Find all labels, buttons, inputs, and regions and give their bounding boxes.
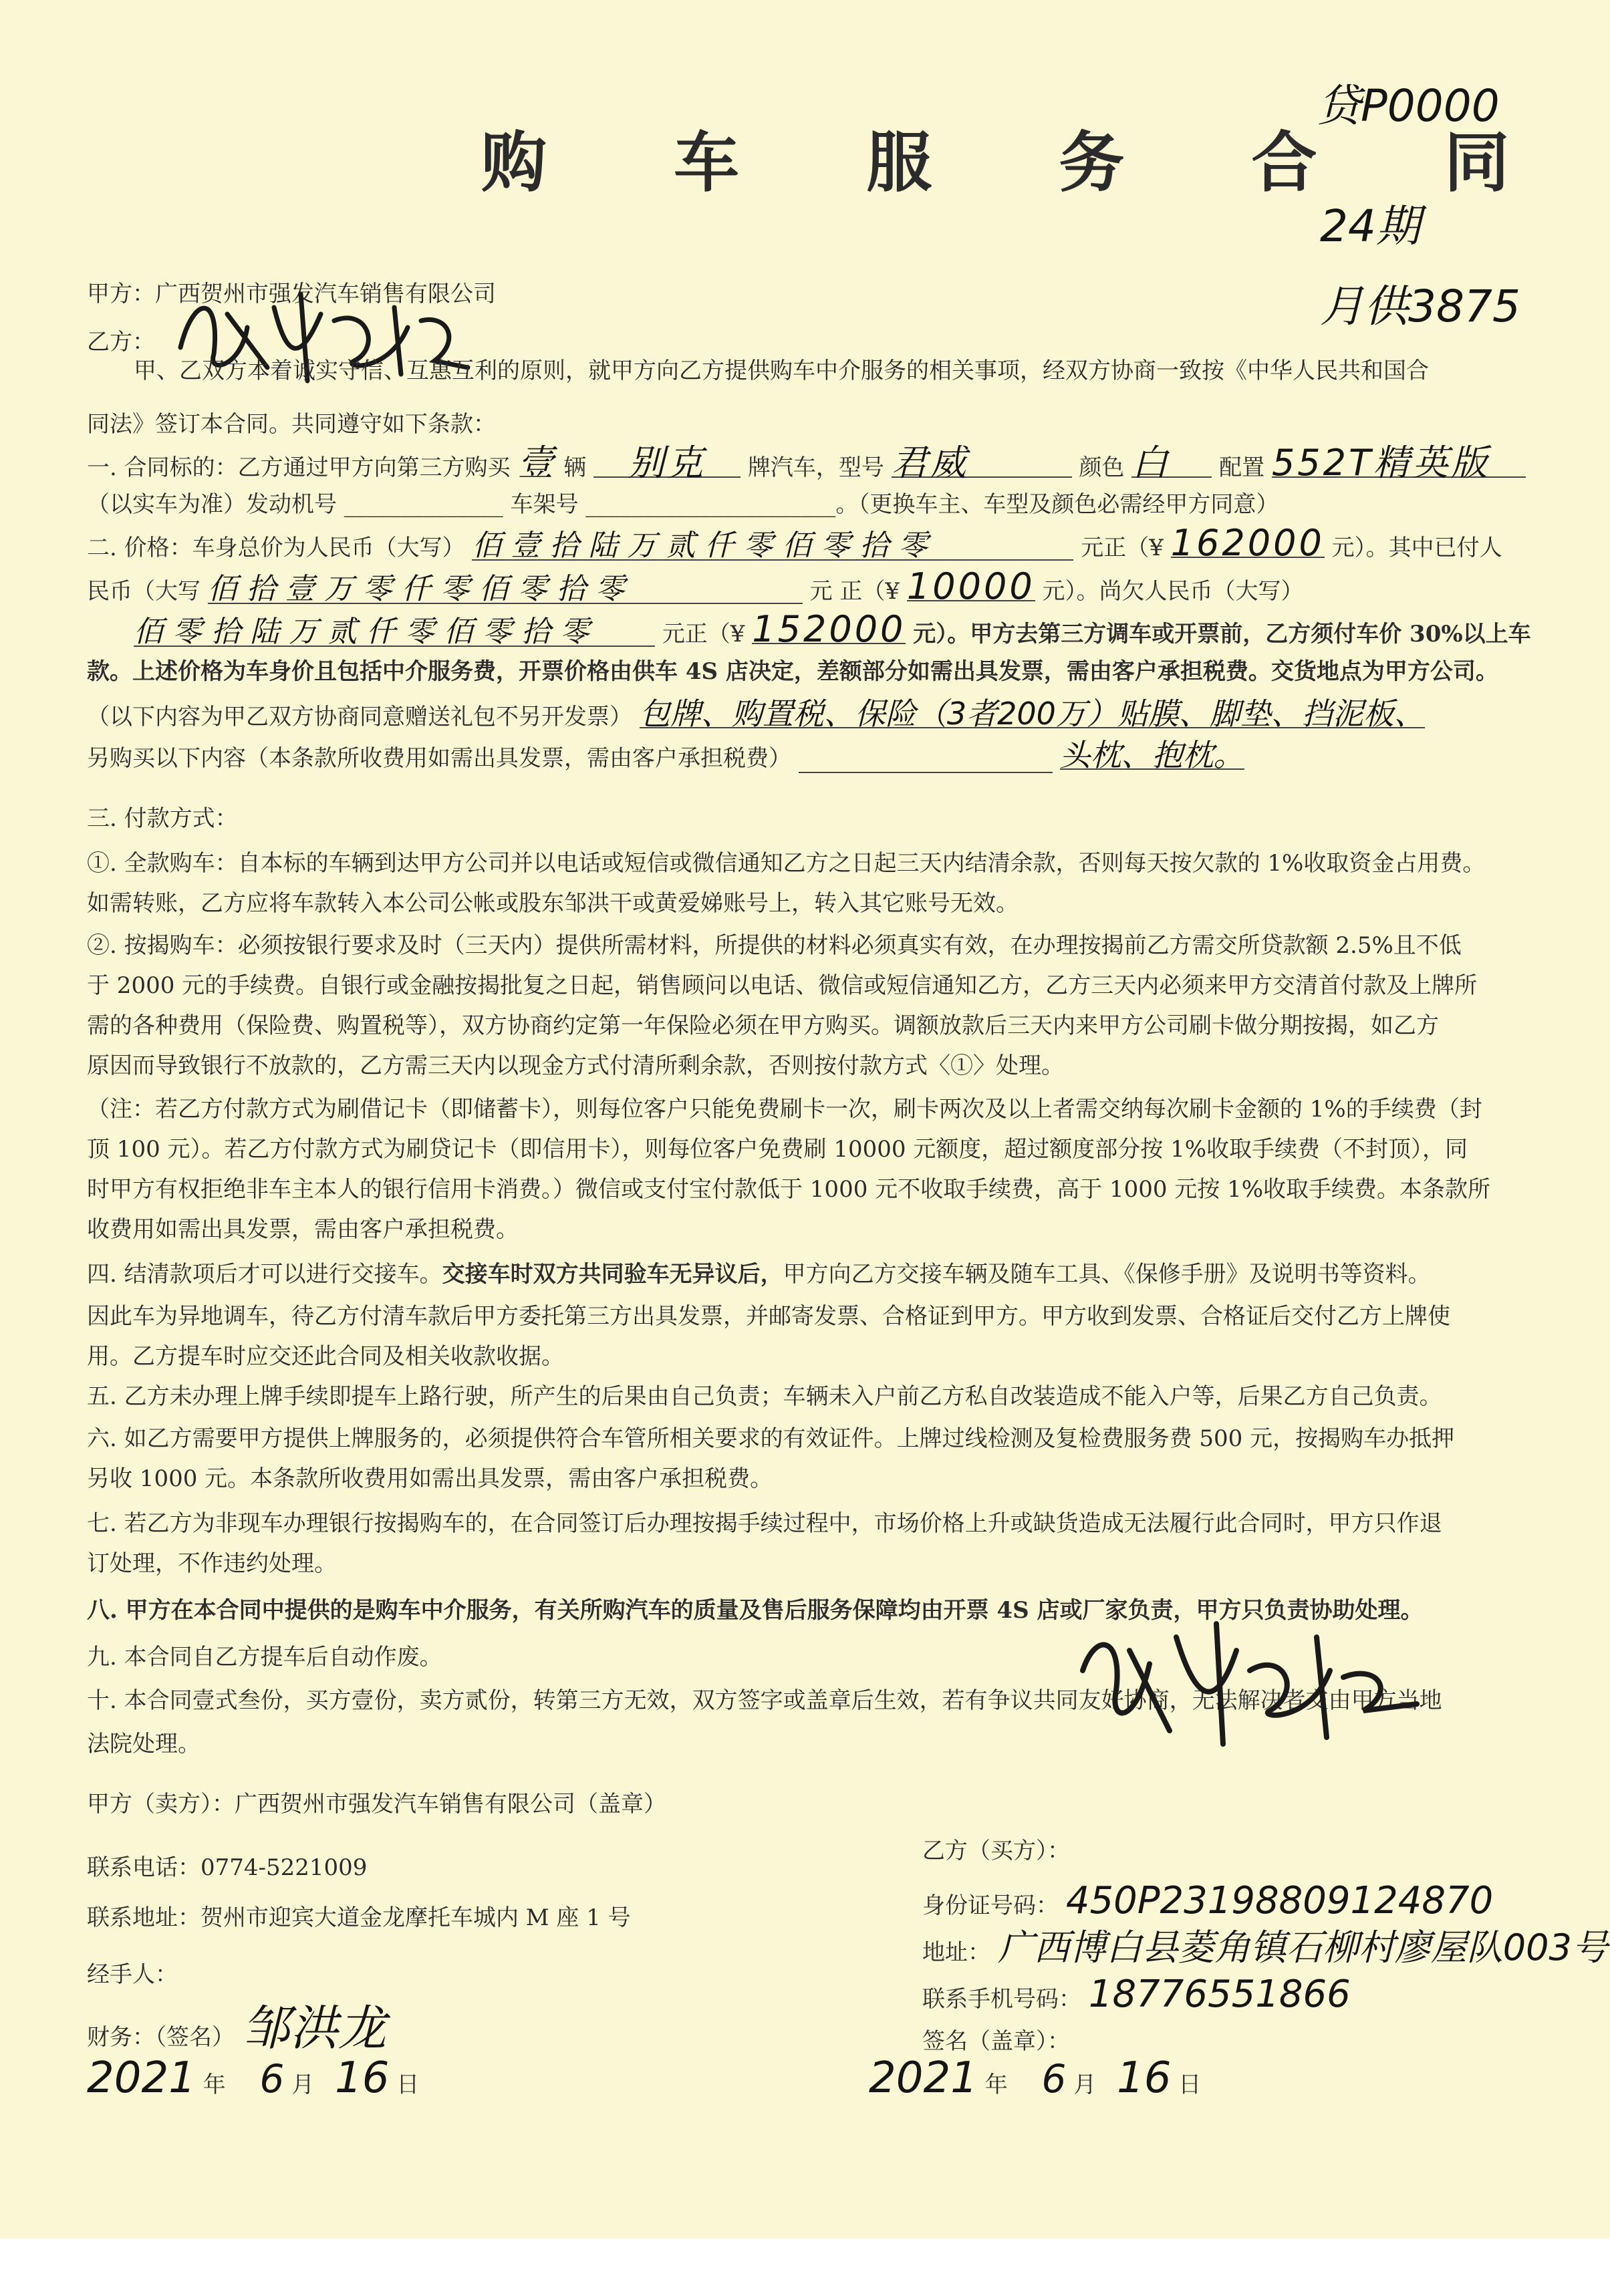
clause-3-head: 三. 付款方式：: [87, 805, 238, 832]
clause-3-p5: 需的各种费用（保险费、购置税等），双方协商约定第一年保险必须在甲方购买。调额放款后三天内来甲方公司刷卡做分期按揭，如乙方: [87, 1012, 1439, 1039]
buyer-id-line: 身份证号码： 450P23198809124870: [922, 1879, 1494, 1922]
seller-address: 联系地址：贺州市迎宾大道金龙摩托车城内 M 座 1 号: [87, 1904, 631, 1931]
clause-7-line-1: 七. 若乙方为非现车办理银行按揭购车的，在合同签订后办理按揭手续过程中，市场价格上升或缺货造成无法履行此合同时，甲方只作退: [87, 1510, 1442, 1537]
party-b-label: 乙方：: [87, 329, 155, 355]
clause-2-line-5: （以下内容为甲乙双方协商同意赠送礼包不另开发票） 包牌、购置税、保险（3者200万）贴膜、脚垫、挡泥板、: [87, 696, 1425, 732]
clause-3-p10: 收费用如需出具发票，需由客户承担税费。: [87, 1216, 519, 1243]
clause-7-line-2: 订处理，不作违约处理。: [87, 1550, 337, 1577]
clause-2-line-2: 民币（大写 佰 拾 壹 万 零 仟 零 佰 零 拾 零 元 正（¥ 10000 元）。尚欠人民币（大写）: [87, 565, 1304, 607]
intro-line-1: 甲、乙双方本着诚实守信、互惠互利的原则，就甲方向乙方提供购车中介服务的相关事项，经双方协商一致按《中华人民共和国合: [134, 357, 1429, 384]
clause-1-line-2: （以实车为准）发动机号 ______________ 车架号 ______________________。（更换车主、车型及颜色必需经甲方同意）: [87, 491, 1279, 518]
clause-3-p2: 如需转账，乙方应将车款转入本公司公帐或股东邹洪干或黄爱娣账号上，转入其它账号无效。: [87, 890, 1019, 917]
clause-2-line-4: 款。上述价格为车身价且包括中介服务费，开票价格由供车 4S 店决定，差额部分如需出具发票，需由客户承担税费。交货地点为甲方公司。: [87, 658, 1498, 685]
model-handwritten: 君威: [892, 450, 1072, 478]
clause-2-line-1: 二. 价格：车身总价为人民币（大写） 佰 壹 拾 陆 万 贰 仟 零 佰 零 拾 零 元正（¥ 162000 元）。其中已付人: [87, 522, 1502, 564]
buyer-sign-label: 签名（盖章）：: [922, 2028, 1070, 2055]
margin-note-loan: 贷P0000: [1317, 80, 1500, 132]
clause-6-line-1: 六. 如乙方需要甲方提供上牌服务的，必须提供符合车管所相关要求的有效证件。上牌过线检测及复检费服务费 500 元，按揭购车办抵押: [87, 1425, 1455, 1452]
contract-paper-lower: [0, 1838, 1610, 2239]
buyer-phone-line: 联系手机号码： 18776551866: [922, 1973, 1351, 2016]
margin-note-term: 24期: [1320, 200, 1420, 252]
clause-10-line-2: 法院处理。: [87, 1731, 200, 1757]
buyer-address-line: 地址： 广西博白县菱角镇石柳村廖屋队003号: [922, 1926, 1608, 1969]
clause-4-line-1: 四. 结清款项后才可以进行交接车。交接车时双方共同验车无异议后，甲方向乙方交接车辆及随车工具、《保修手册》及说明书等资料。: [87, 1261, 1431, 1288]
clause-10-line-1: 十. 本合同壹式叁份，买方壹份，卖方贰份，转第三方无效，双方签字或盖章后生效，若有争议共同友好协商，无法解决者交由甲方当地: [87, 1687, 1442, 1714]
clause-4-line-2: 因此车为异地调车，待乙方付清车款后甲方委托第三方出具发票，并邮寄发票、合格证到甲方。甲方收到发票、合格证后交付乙方上牌使: [87, 1303, 1450, 1330]
quantity-handwritten: 壹: [517, 442, 557, 484]
clause-1-line-1: 一. 合同标的：乙方通过甲方向第三方购买 壹 辆 别克 牌汽车，型号 君威 颜色 白 配置 552T精英版: [87, 450, 1604, 481]
owed-amount-words: 佰 零 拾 陆 万 贰 仟 零 佰 零 拾 零: [134, 619, 655, 647]
handler-label: 经手人：: [87, 1961, 178, 1988]
clause-4-line-3: 用。乙方提车时应交还此合同及相关收款收据。: [87, 1343, 564, 1370]
paid-amount-figures: 10000: [906, 565, 1035, 607]
buyer-id-handwritten: 450P23198809124870: [1065, 1879, 1494, 1922]
seller-phone: 联系电话：0774-5221009: [87, 1854, 368, 1881]
brand-handwritten: 别克: [593, 450, 741, 478]
clause-6-line-2: 另收 1000 元。本条款所收费用如需出具发票，需由客户承担税费。: [87, 1465, 773, 1492]
owed-amount-figures: 152000: [752, 608, 906, 650]
clause-3-p9: 时甲方有权拒绝非车主本人的银行信用卡消费。）微信或支付宝付款低于 1000 元不收取手续费，高于 1000 元按 1%收取手续费。本条款所: [87, 1176, 1491, 1203]
finance-line: 财务：（签名） 邹洪龙: [87, 2000, 386, 2056]
clause-3-p8: 顶 100 元）。若乙方付款方式为刷贷记卡（即信用卡），则每位客户免费刷 10000 元额度，超过额度部分按 1%收取手续费（不封顶），同: [87, 1136, 1468, 1163]
clause-3-p6: 原因而导致银行不放款的，乙方需三天内以现金方式付清所剩余款，否则按付款方式〈①〉处理。: [87, 1052, 1064, 1079]
seller-line: 甲方（卖方）：广西贺州市强发汽车销售有限公司（盖章）: [87, 1791, 666, 1818]
gift-items-handwritten: 包牌、购置税、保险（3者200万）贴膜、脚垫、挡泥板、: [639, 696, 1425, 732]
clause-3-p7: （注：若乙方付款方式为刷借记卡（即储蓄卡），则每位客户只能免费刷卡一次，刷卡两次及以上者需交纳每次刷卡金额的 1%的手续费（封: [87, 1096, 1482, 1123]
finance-signature: 邹洪龙: [241, 2000, 386, 2056]
buyer-address-handwritten: 广西博白县菱角镇石柳村廖屋队003号: [997, 1926, 1608, 1969]
clause-5: 五. 乙方未办理上牌手续即提车上路行驶，所产生的后果由自己负责；车辆未入户前乙方私自改装造成不能入户等，后果乙方自己负责。: [87, 1383, 1442, 1410]
buyer-phone-handwritten: 18776551866: [1088, 1973, 1351, 2016]
clause-2-line-6: 另购买以下内容（本条款所收费用如需出具发票，需由客户承担税费） 头枕、抱枕。: [87, 737, 1244, 773]
clause-2-line-3: 佰 零 拾 陆 万 贰 仟 零 佰 零 拾 零 元正（¥ 152000 元）。甲方去第三方调车或开票前，乙方须付车价 30%以上车: [134, 608, 1531, 650]
config-handwritten: 552T精英版: [1272, 450, 1526, 478]
buyer-date: 2021 年 6 月 16 日: [869, 2053, 1202, 2103]
margin-note-monthly: 月供3875: [1320, 281, 1520, 332]
intro-line-2: 同法》签订本合同。共同遵守如下条款：: [87, 411, 496, 438]
clause-9: 九. 本合同自乙方提车后自动作废。: [87, 1644, 442, 1671]
party-a-line: 甲方：广西贺州市强发汽车销售有限公司: [87, 281, 496, 307]
clause-3-p4: 于 2000 元的手续费。自银行或金融按揭批复之日起，销售顾问以电话、微信或短信通知乙方，乙方三天内必须来甲方交清首付款及上牌所: [87, 972, 1478, 999]
page-title: 购 车 服 务 合 同: [481, 124, 1562, 201]
buyer-label: 乙方（买方）：: [922, 1838, 1070, 1864]
color-handwritten: 白: [1131, 450, 1212, 478]
total-price-figures: 162000: [1170, 522, 1325, 564]
clause-3-p3: ②. 按揭购车：必须按银行要求及时（三天内）提供所需材料，所提供的材料必须真实有效，在办理按揭前乙方需交所贷款额 2.5%且不低: [87, 932, 1462, 959]
seller-date: 2021 年 6 月 16 日: [87, 2053, 420, 2103]
clause-8: 八. 甲方在本合同中提供的是购车中介服务，有关所购汽车的质量及售后服务保障均由开票 4S 店或厂家负责，甲方只负责协助处理。: [87, 1597, 1424, 1624]
party-b-large-signature: [1063, 1610, 1424, 1751]
paid-amount-words: 佰 拾 壹 万 零 仟 零 佰 零 拾 零: [208, 576, 803, 604]
total-price-words: 佰 壹 拾 陆 万 贰 仟 零 佰 零 拾 零: [472, 533, 1073, 561]
extra-items-handwritten: 头枕、抱枕。: [1059, 737, 1244, 773]
clause-3-p1: ①. 全款购车：自本标的车辆到达甲方公司并以电话或短信或微信通知乙方之日起三天内结清余款，否则每天按欠款的 1%收取资金占用费。: [87, 850, 1486, 877]
